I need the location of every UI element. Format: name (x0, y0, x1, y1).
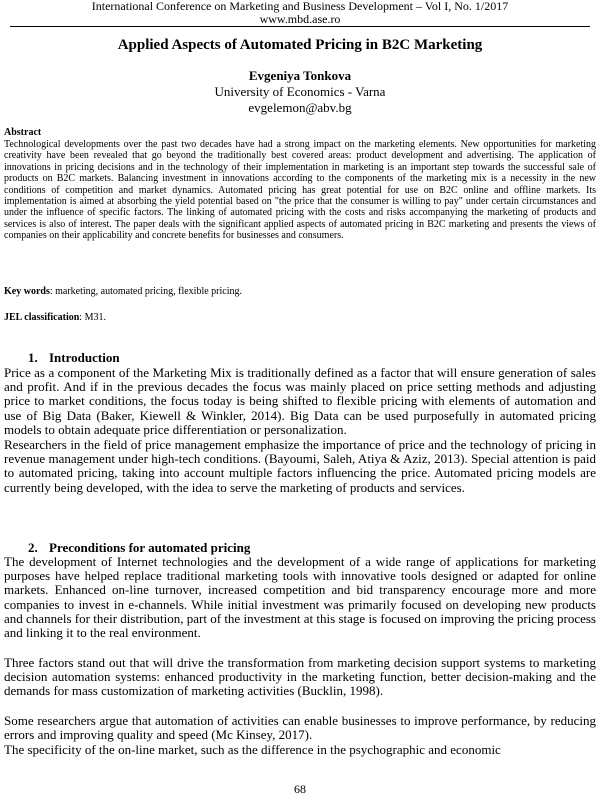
header-divider (10, 26, 590, 27)
abstract-heading: Abstract (4, 127, 42, 138)
keywords-text: : marketing, automated pricing, flexible pricing. (49, 286, 243, 297)
page-number: 68 (294, 782, 306, 796)
section-title: Introduction (49, 350, 120, 365)
paragraph: Some researchers argue that automation of activities can enable businesses to improve performance, by reducing errors and improving quality and speed (Mc Kinsey, 2017). (4, 713, 596, 743)
paragraph: Three factors stand out that will drive the transformation from marketing decision support systems to marketing decision automation systems: enhanced productivity in the marketing function, better decision-making and the demands for mass customization of marketing activities (Bucklin, 1998). (4, 655, 596, 699)
paragraph: The specificity of the on-line market, such as the difference in the psychographic and economic (4, 742, 501, 757)
author-affiliation: University of Economics - Varna (214, 84, 386, 99)
section-title: Preconditions for automated pricing (49, 540, 251, 555)
paragraph: Price as a component of the Marketing Mix is traditionally defined as a factor that will ensure generation of sales and profit. And if in the previous decades the focus was mainly placed on price setting methods and adjusting price to market conditions, the focus today is being shifted to flexible pricing with elements of automation and use of Big Data (Baker, Kiewell & Winkler, 2014). Big Data can be used purposefully in automated pricing models to obtain adequate price differentiation or personalization. (4, 365, 596, 437)
paragraph: Researchers in the field of price management emphasize the importance of price and the technology of pricing in revenue management under high-tech conditions. (Bayoumi, Saleh, Atiya & Aziz, 2013). Special attention is paid to automated pricing, taking into account multiple factors influencing the price. Automated pricing models are currently being developed, with the idea to serve the marketing of products and services. (4, 437, 596, 495)
jel-text: : M31. (79, 312, 106, 323)
jel-classification (4, 312, 596, 324)
running-header-website: www.mbd.ase.ro (259, 12, 341, 26)
paper-title: Applied Aspects of Automated Pricing in B2C Marketing (117, 37, 483, 53)
section-number: 1. (28, 350, 38, 365)
keywords-label: Key words (4, 286, 50, 297)
keywords (4, 286, 596, 298)
jel-label: JEL classification (4, 312, 80, 323)
section-heading-preconditions (28, 540, 250, 555)
abstract-text: Technological developments over the past two decades have had a strong impact on the marketing elements. New opportunities for marketing creativity have been revealed that go beyond the traditionally best covered areas: product development and advertising. The application of innovations in pricing decisions and in the technology of their implementation in marketing is an important step towards the successful sale of products on B2C markets. Balancing investment in innovations according to the components of the marketing mix is a necessity in the new conditions of competition and market dynamics. Automated pricing has great potential for use on B2C online and offline markets. Its implementation is aimed at absorbing the yield potential based on "the price that the consumer is willing to pay" under certain circumstances and under the influence of specific factors. The linking of automated pricing with the costs and risks accompanying the marketing of products and services is also of interest. The paper deals with the significant applied aspects of automated pricing in B2C marketing and presents the views of companies on their applicability and concrete benefits for businesses and consumers. (4, 139, 596, 242)
author-name: Evgeniya Tonkova (248, 68, 352, 83)
section-number: 2. (28, 540, 38, 555)
paragraph: The development of Internet technologies and the development of a wide range of applications for marketing purposes have helped replace traditional marketing tools with innovative tools designed or adapted for online markets. Enhanced on-line turnover, increased competition and bid transparency encourage more and more companies to invest in e-channels. While initial investment was primarily focused on developing new products and channels for their distribution, part of the investment at this stage is focused on improving the pricing process and linking it to the real environment. (4, 554, 596, 641)
running-header-conference: International Conference on Marketing and Business Development – Vol I, No. 1/2017 (91, 0, 509, 13)
author-email: evgelemon@abv.bg (248, 100, 352, 115)
section-heading-introduction (28, 350, 120, 365)
